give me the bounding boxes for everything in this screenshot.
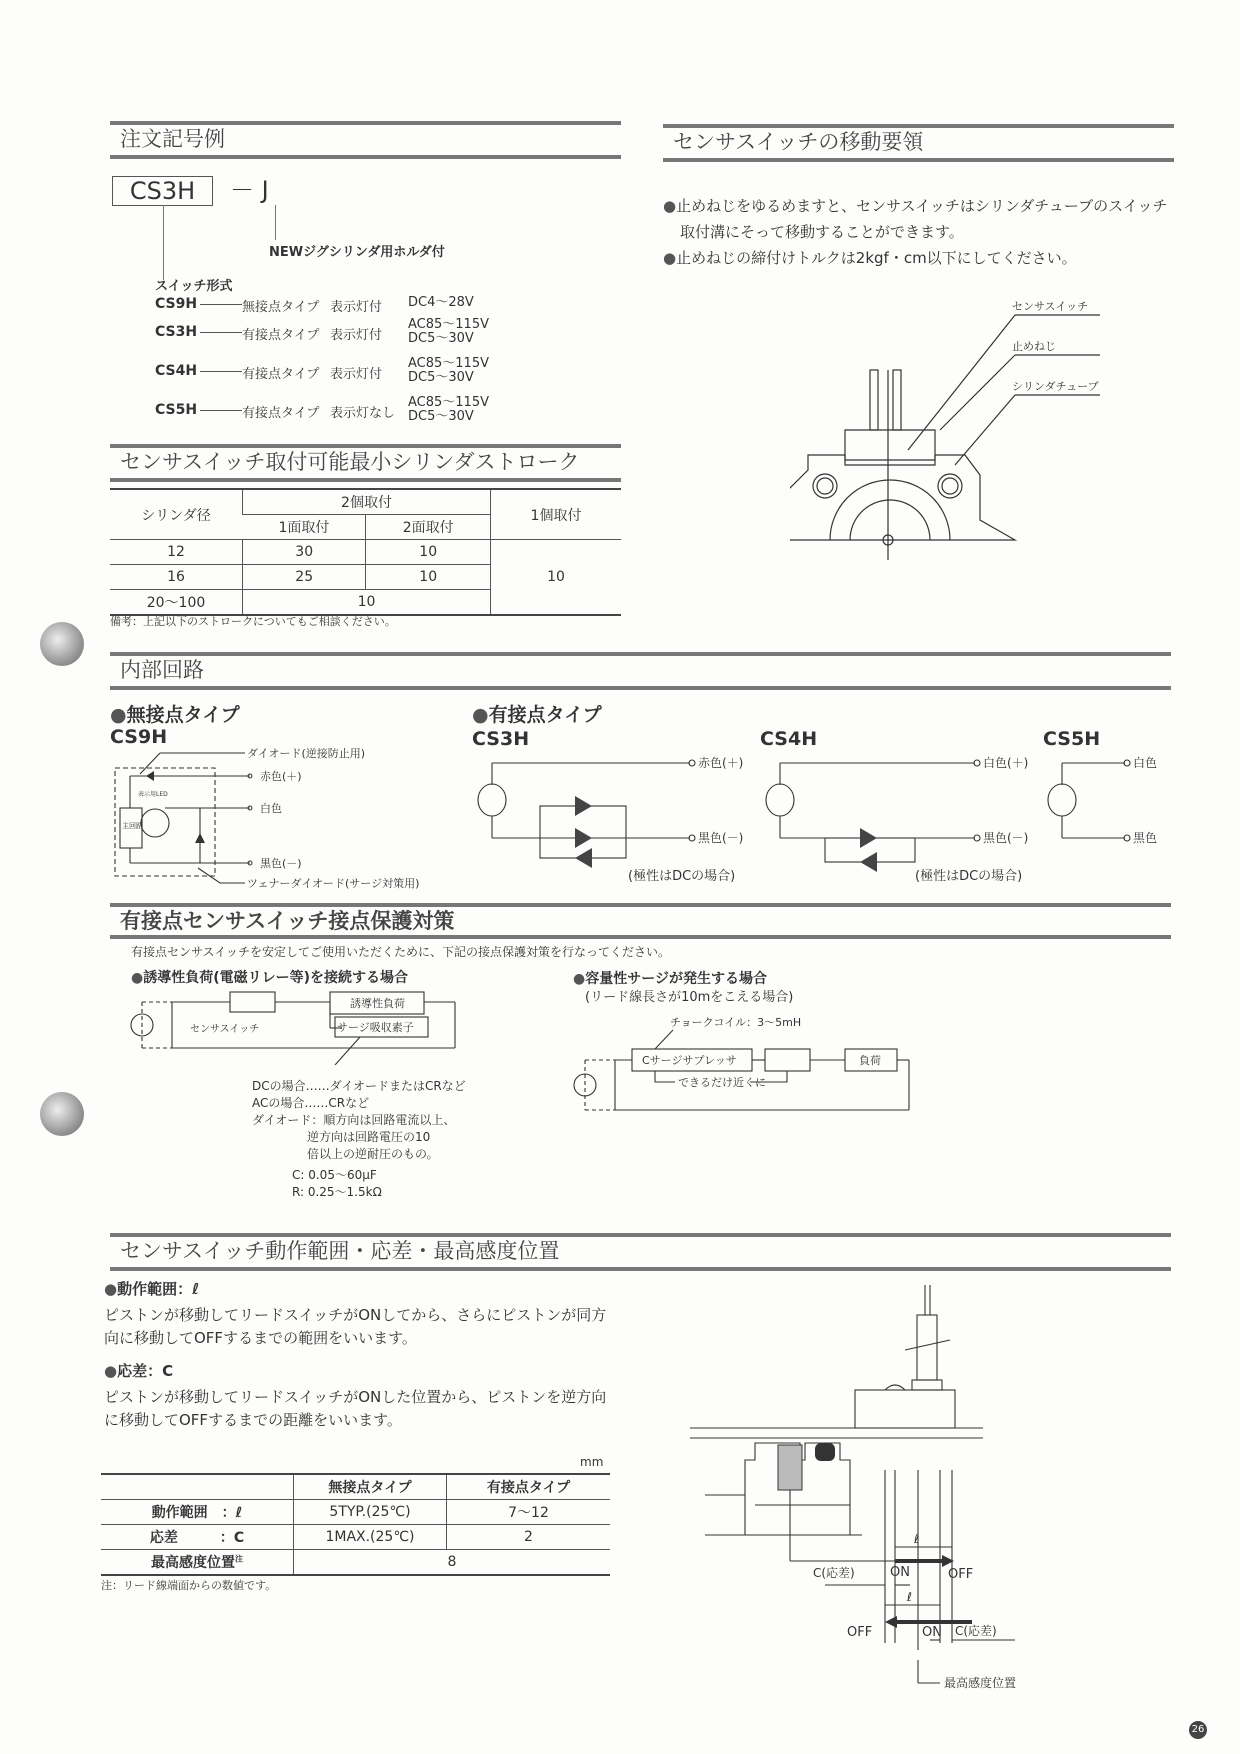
punch-hole [40, 622, 84, 666]
sensor-switch-label: センサスイッチ [190, 1024, 260, 1035]
note-line: DCの場合……ダイオードまたはCRなど [252, 1079, 466, 1093]
zener-label: ツェナーダイオード(サージ対策用) [247, 877, 420, 890]
led-label: 表示用LED [138, 791, 168, 798]
header-noncontact: 無接点タイプ [294, 1474, 447, 1500]
range-l-label: ℓ [914, 1532, 919, 1546]
max-sensitivity-label: 最高感度位置 [944, 1676, 1017, 1690]
wire-black-label: 黒色(－) [260, 857, 302, 870]
lamp: 表示灯付 [330, 328, 383, 343]
label-cylinder-tube: シリンダチューブ [1012, 380, 1099, 393]
section-heading-order: 注文記号例 [110, 121, 621, 159]
header-one-face: 1面取付 [243, 515, 366, 540]
cell: 16 [110, 565, 243, 590]
section-heading-range: センサスイッチ動作範囲・応差・最高感度位置 [110, 1233, 1171, 1271]
on-label: ON [890, 1565, 910, 1580]
capacitive-subtitle: (リード線長さが10mをこえる場合) [585, 990, 794, 1005]
lamp: 表示灯付 [330, 300, 383, 315]
cs9h-label: CS9H [110, 726, 168, 748]
cs9h-circuit-diagram [110, 748, 460, 893]
choke-coil-label: チョークコイル：3～5mH [670, 1016, 802, 1029]
model: CS3H [155, 324, 198, 340]
leader-line [200, 410, 242, 411]
stroke-note: 備考：上記以下のストロークについてもご相談ください。 [110, 615, 396, 628]
cell: 10 [491, 540, 622, 616]
protection-intro: 有接点センサスイッチを安定してご使用いただくために、下記の接点保護対策を行なってください。 [131, 945, 671, 959]
leader-line [200, 332, 242, 333]
header-single-mount: 1個取付 [491, 489, 622, 540]
cell: 10 [243, 590, 491, 616]
cs5h-minus-label: 黒色 [1133, 831, 1158, 845]
sensor-mount-diagram [790, 290, 1120, 565]
cell: 10 [366, 540, 491, 565]
cs4h-plus-label: 白色(＋) [983, 756, 1029, 770]
lamp: 表示灯付 [330, 367, 383, 382]
on-label: ON [922, 1625, 942, 1640]
near-label: できるだけ近くに [678, 1076, 766, 1089]
cell: 10 [366, 565, 491, 590]
model-suffix: － J [230, 176, 269, 204]
header-two-mount: 2個取付 [243, 489, 491, 515]
voltage: AC85～115V DC5～30V [408, 356, 489, 385]
stroke-table [110, 488, 621, 616]
model-code-box: CS3H [112, 176, 213, 206]
model: CS9H [155, 296, 198, 312]
lamp: 表示灯なし [330, 406, 396, 421]
cell: 20～100 [110, 590, 243, 616]
inductive-notes [252, 1078, 466, 1201]
range-table: 無接点タイプ 有接点タイプ 動作範囲 ：ℓ 5TYP.(25℃) 7～12 応差 ：C 1MAX.(25℃) 2 最高感度位置$^注$ 8 [101, 1473, 610, 1576]
hysteresis-label: C(応差) [955, 1624, 997, 1638]
range-note: 注：リード線端面からの数値です。 [101, 1579, 277, 1592]
noncontact-title: ●無接点タイプ [110, 704, 240, 726]
capacitive-circuit-diagram [565, 1010, 925, 1120]
row-label: 動作範囲 ：ℓ [101, 1500, 294, 1525]
cell: 30 [243, 540, 366, 565]
cs4h-polarity-note: (極性はDCの場合) [915, 869, 1023, 884]
wire-red-label: 赤色(＋) [260, 770, 302, 783]
header-two-face: 2面取付 [366, 515, 491, 540]
cell: 12 [110, 540, 243, 565]
bullet-text: 止めねじの締付けトルクは2kgf・cm以下にしてください。 [676, 249, 1077, 267]
surge-absorber-label: サージ吸収素子 [337, 1021, 414, 1034]
section-heading-circuit: 内部回路 [110, 652, 1171, 690]
type: 有接点タイプ [242, 367, 320, 382]
main-circuit-label: 主回路 [122, 822, 143, 830]
load-label: 負荷 [859, 1054, 881, 1067]
hysteresis-label: C(応差) [813, 1566, 855, 1580]
label-sensor-switch: センサスイッチ [1012, 300, 1089, 313]
note-line: C: 0.05～60μF [292, 1168, 377, 1182]
diode-label: ダイオード(逆接防止用) [247, 748, 366, 760]
cs3h-plus-label: 赤色(＋) [698, 756, 744, 770]
section-heading-stroke: センサスイッチ取付可能最小シリンダストローク [110, 444, 621, 482]
off-label: OFF [948, 1567, 974, 1582]
punch-hole [40, 1092, 84, 1136]
section-heading-protection: 有接点センサスイッチ接点保護対策 [110, 903, 1171, 939]
header-bore: シリンダ径 [110, 489, 243, 540]
leader-line [200, 371, 242, 372]
section-heading-moving: センサスイッチの移動要領 [663, 124, 1174, 162]
cs3h-polarity-note: (極性はDCの場合) [628, 869, 736, 884]
leader-line [200, 304, 242, 305]
leader-line [163, 205, 164, 280]
model: CS4H [155, 363, 198, 379]
cs4h-minus-label: 黒色(－) [983, 831, 1029, 845]
note-line: R: 0.25～1.5kΩ [292, 1185, 382, 1199]
range-l-label: ℓ [907, 1590, 912, 1604]
inductive-title: ●誘導性負荷(電磁リレー等)を接続する場合 [131, 970, 409, 986]
leader-line [275, 205, 276, 240]
note-line: 逆方向は回路電圧の10 [307, 1130, 431, 1144]
contact-title: ●有接点タイプ [472, 704, 602, 726]
voltage: AC85～115V DC5～30V [408, 317, 489, 346]
type: 有接点タイプ [242, 406, 320, 421]
switch-type-label: スイッチ形式 [155, 279, 233, 294]
header-contact: 有接点タイプ [447, 1474, 611, 1500]
note-line: ダイオード：順方向は回路電流以上、 [252, 1113, 456, 1127]
voltage: DC4～28V [408, 295, 474, 310]
off-label: OFF [847, 1625, 873, 1640]
inductive-load-label: 誘導性負荷 [350, 997, 405, 1010]
operating-range-diagram [690, 1285, 1050, 1705]
suffix-description: NEWジグシリンダ用ホルダ付 [269, 245, 445, 260]
row-label: 応差 ：C [101, 1525, 294, 1550]
model: CS5H [155, 402, 198, 418]
voltage: AC85～115V DC5～30V [408, 395, 489, 424]
unit-label: mm [580, 1455, 604, 1469]
type: 有接点タイプ [242, 328, 320, 343]
moving-instructions: ●止めねじをゆるめますと、センサスイッチはシリンダチューブのスイッチ 取付溝にそって移動することができます。 ●止めねじの締付けトルクは2kgf・cm以下にしてください。 [663, 197, 1168, 267]
cell: 25 [243, 565, 366, 590]
range-description: ●動作範囲：ℓ ピストンが移動してリードスイッチがONしてから、さらにピストンが同方 向に移動してOFFするまでの範囲をいいます。 ●応差：C ピストンが移動してリードスイッチがONした位置から、ピストンを逆方向 に移動してOFFするまでの距離をいいます。 [104, 1280, 607, 1429]
row-label: 最高感度位置$^注$ [101, 1550, 294, 1576]
bullet-text: 取付溝にそって移動することができます。 [680, 223, 964, 241]
cs3h-label: CS3H [472, 728, 530, 750]
contact-circuit-diagrams [470, 750, 1170, 890]
note-line: ACの場合……CRなど [252, 1096, 370, 1110]
capacitive-title: ●容量性サージが発生する場合 [573, 971, 767, 987]
inductive-circuit-diagram [130, 990, 470, 1065]
cs5h-plus-label: 白色 [1133, 756, 1158, 770]
wire-white-label: 白色 [260, 802, 282, 815]
cs4h-label: CS4H [760, 728, 818, 750]
type: 無接点タイプ [242, 300, 320, 315]
cs3h-minus-label: 黒色(－) [698, 831, 744, 845]
note-line: 倍以上の逆耐圧のもの。 [307, 1147, 439, 1161]
label-set-screw: 止めねじ [1012, 340, 1056, 353]
cs5h-label: CS5H [1043, 728, 1101, 750]
page-number: 26 [1189, 1721, 1207, 1739]
surge-suppressor-label: Cサージサプレッサ [642, 1054, 737, 1067]
bullet-text: 止めねじをゆるめますと、センサスイッチはシリンダチューブのスイッチ [676, 197, 1168, 215]
